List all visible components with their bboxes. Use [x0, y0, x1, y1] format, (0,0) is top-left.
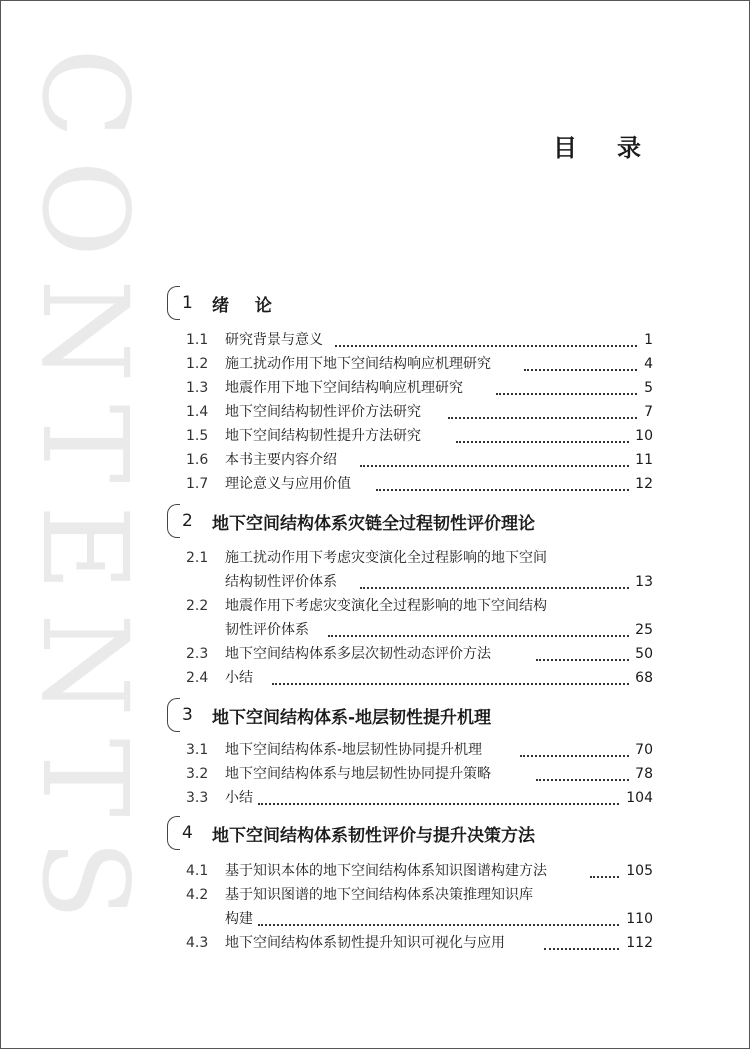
- dot-leader: [520, 753, 629, 757]
- chapter-heading[interactable]: [167, 504, 657, 538]
- toc-entry[interactable]: [186, 354, 653, 374]
- page-number: 50: [635, 646, 653, 662]
- page-number: 7: [644, 404, 653, 420]
- entry-title-continued: 结构韧性评价体系: [225, 574, 337, 590]
- dot-leader: [258, 801, 619, 805]
- entry-title: 研究背景与意义: [225, 332, 323, 348]
- page-number: 78: [635, 766, 653, 782]
- chapter-title: 地下空间结构体系-地层韧性提升机理: [212, 707, 492, 728]
- toc-entry[interactable]: [186, 861, 653, 881]
- toc-entry[interactable]: [186, 788, 653, 808]
- dot-leader: [328, 633, 629, 637]
- dot-leader: [456, 439, 629, 443]
- dot-leader: [448, 415, 637, 419]
- toc-entry-continued[interactable]: [186, 572, 653, 592]
- page-number: 105: [626, 863, 653, 879]
- entry-title: 小结: [225, 670, 253, 686]
- chapter-number: 3: [182, 705, 193, 725]
- toc-entry[interactable]: [186, 474, 653, 494]
- chapter-bracket: [167, 286, 180, 320]
- page-number: 110: [626, 911, 653, 927]
- toc-entry[interactable]: [186, 740, 653, 760]
- toc-entry[interactable]: [186, 548, 653, 568]
- dot-leader: [376, 487, 629, 491]
- entry-number: 1.4: [186, 404, 209, 420]
- entry-number: 1.1: [186, 332, 209, 348]
- entry-title: 地下空间结构体系-地层韧性协同提升机理: [225, 742, 483, 758]
- entry-number: 1.2: [186, 356, 209, 372]
- chapter-title: 地下空间结构体系灾链全过程韧性评价理论: [212, 513, 535, 534]
- chapter-bracket: [167, 698, 180, 732]
- entry-title: 地震作用下考虑灾变演化全过程影响的地下空间结构: [225, 598, 547, 614]
- entry-number: 1.7: [186, 476, 209, 492]
- chapter-number: 2: [182, 511, 193, 531]
- toc-entry[interactable]: [186, 764, 653, 784]
- page-number: 68: [635, 670, 653, 686]
- entry-number: 1.5: [186, 428, 209, 444]
- entry-number: 2.2: [186, 598, 209, 614]
- page-number: 10: [635, 428, 653, 444]
- entry-number: 2.1: [186, 550, 209, 566]
- entry-title: 地下空间结构韧性提升方法研究: [225, 428, 421, 444]
- entry-title-continued: 韧性评价体系: [225, 622, 309, 638]
- dot-leader: [335, 343, 637, 347]
- toc-entry[interactable]: [186, 644, 653, 664]
- entry-number: 4.1: [186, 863, 209, 879]
- entry-title: 地下空间结构韧性评价方法研究: [225, 404, 421, 420]
- entry-title: 小结: [225, 790, 253, 806]
- chapter-title: 地下空间结构体系韧性评价与提升决策方法: [212, 825, 535, 846]
- toc-entry[interactable]: [186, 933, 653, 953]
- entry-title: 地下空间结构体系与地层韧性协同提升策略: [225, 766, 491, 782]
- page-number: 112: [626, 935, 653, 951]
- chapter-heading[interactable]: [167, 286, 657, 320]
- watermark-text: CONTENTS: [16, 48, 155, 942]
- toc-entry-continued[interactable]: [186, 909, 653, 929]
- page-title: 目录: [553, 134, 681, 162]
- dot-leader: [360, 585, 629, 589]
- entry-number: 3.1: [186, 742, 209, 758]
- entry-title: 地下空间结构体系多层次韧性动态评价方法: [225, 646, 491, 662]
- entry-title: 施工扰动作用下考虑灾变演化全过程影响的地下空间: [225, 550, 547, 566]
- entry-number: 1.3: [186, 380, 209, 396]
- chapter-bracket: [167, 504, 180, 538]
- entry-number: 4.3: [186, 935, 209, 951]
- entry-number: 2.3: [186, 646, 209, 662]
- contents-watermark: [16, 30, 155, 960]
- dot-leader: [536, 777, 629, 781]
- entry-title: 基于知识图谱的地下空间结构体系决策推理知识库: [225, 887, 533, 903]
- dot-leader: [536, 657, 629, 661]
- dot-leader: [590, 874, 619, 878]
- entry-title: 理论意义与应用价值: [225, 476, 351, 492]
- page-number: 5: [644, 380, 653, 396]
- chapter-bracket: [167, 816, 180, 850]
- entry-title-continued: 构建: [225, 911, 253, 927]
- dot-leader: [272, 681, 629, 685]
- entry-number: 1.6: [186, 452, 209, 468]
- entry-number: 3.2: [186, 766, 209, 782]
- chapter-heading[interactable]: [167, 698, 657, 732]
- toc-entry[interactable]: [186, 378, 653, 398]
- page-number: 25: [635, 622, 653, 638]
- entry-number: 2.4: [186, 670, 209, 686]
- toc-entry-continued[interactable]: [186, 620, 653, 640]
- toc-entry[interactable]: [186, 885, 653, 905]
- toc-entry[interactable]: [186, 330, 653, 350]
- entry-title: 地下空间结构体系韧性提升知识可视化与应用: [225, 935, 505, 951]
- page-number: 104: [626, 790, 653, 806]
- dot-leader: [258, 922, 619, 926]
- entry-number: 3.3: [186, 790, 209, 806]
- page-number: 13: [635, 574, 653, 590]
- entry-title: 地震作用下地下空间结构响应机理研究: [225, 380, 463, 396]
- toc-entry[interactable]: [186, 402, 653, 422]
- chapter-number: 4: [182, 823, 193, 843]
- page-number: 1: [644, 332, 653, 348]
- entry-title: 基于知识本体的地下空间结构体系知识图谱构建方法: [225, 863, 547, 879]
- entry-title: 本书主要内容介绍: [225, 452, 337, 468]
- dot-leader: [496, 391, 637, 395]
- chapter-heading[interactable]: [167, 816, 657, 850]
- toc-entry[interactable]: [186, 596, 653, 616]
- chapter-title: 绪 论: [212, 295, 282, 316]
- entry-title: 施工扰动作用下地下空间结构响应机理研究: [225, 356, 491, 372]
- page-number: 11: [635, 452, 653, 468]
- dot-leader: [360, 463, 629, 467]
- entry-number: 4.2: [186, 887, 209, 903]
- page-number: 12: [635, 476, 653, 492]
- toc-entry[interactable]: [186, 668, 653, 688]
- chapter-number: 1: [182, 293, 193, 313]
- dot-leader: [524, 367, 637, 371]
- toc-entry[interactable]: [186, 426, 653, 446]
- page-number: 4: [644, 356, 653, 372]
- dot-leader: [544, 946, 619, 950]
- page-number: 70: [635, 742, 653, 758]
- toc-entry[interactable]: [186, 450, 653, 470]
